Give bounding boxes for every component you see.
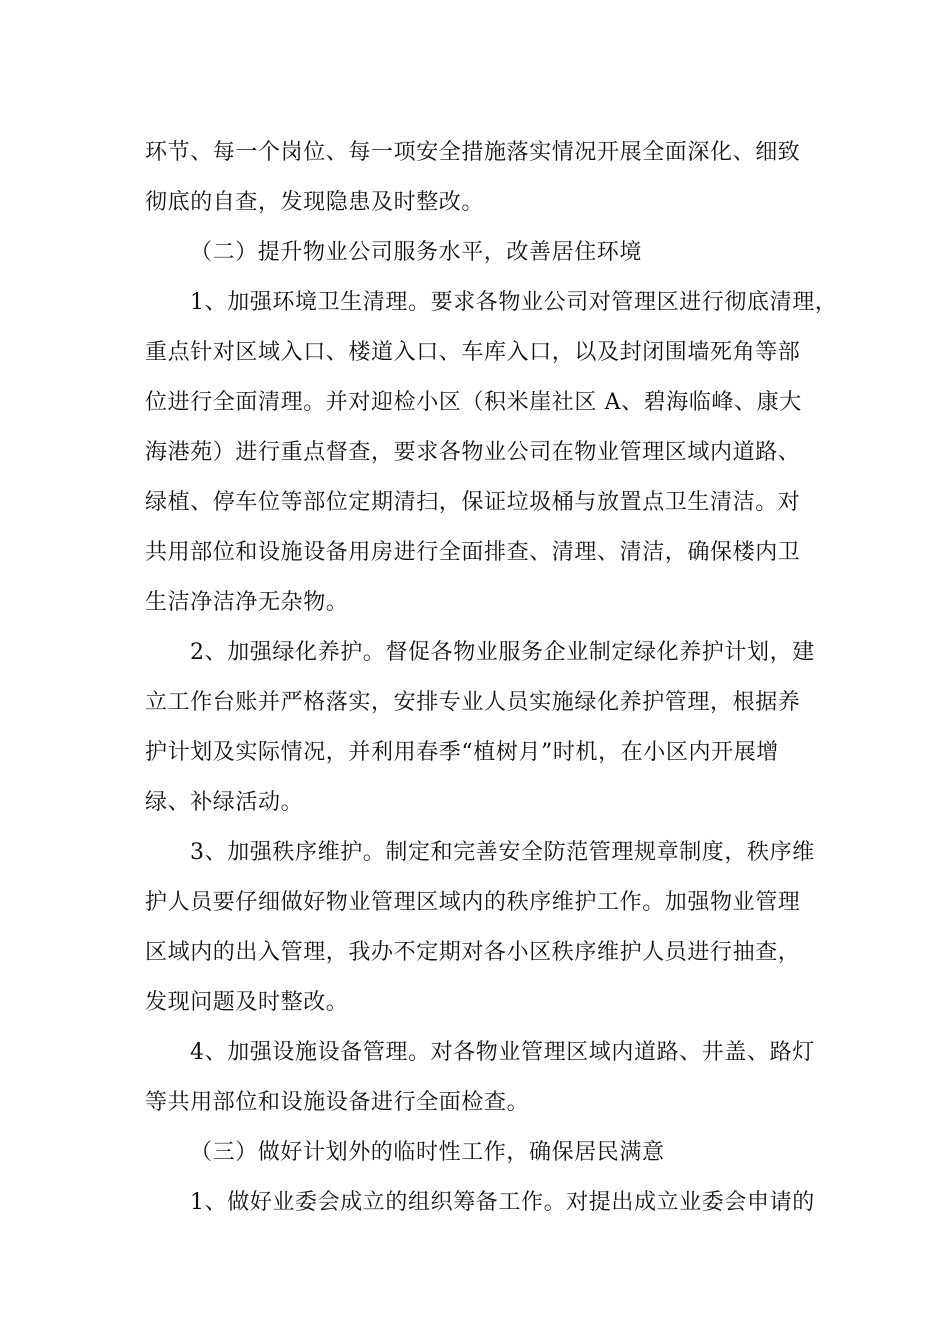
paragraph-line: 等共用部位和设施设备进行全面检查。 (145, 1090, 530, 1115)
paragraph-line: 重点针对区域入口、楼道入口、车库入口，以及封闭围墙死角等部 (145, 340, 801, 365)
paragraph-line: 共用部位和设施设备用房进行全面排查、清理、清洁，确保楼内卫 (145, 540, 801, 565)
section-heading-2: （二）提升物业公司服务水平，改善居住环境 (190, 240, 643, 265)
paragraph-line: 生洁净洁净无杂物。 (145, 590, 349, 615)
paragraph-line: 立工作台账并严格落实，安排专业人员实施绿化养护管理，根据养 (145, 690, 801, 715)
item-heading-line: 1、加强环境卫生清理。要求各物业公司对管理区进行彻底清理， (190, 290, 838, 315)
paragraph-line: 绿植、停车位等部位定期清扫，保证垃圾桶与放置点卫生清洁。对 (145, 490, 801, 515)
paragraph-line: 彻底的自查，发现隐患及时整改。 (145, 190, 485, 215)
paragraph-line: 环节、每一个岗位、每一项安全措施落实情况开展全面深化、细致 (145, 140, 801, 165)
section-heading-3: （三）做好计划外的临时性工作，确保居民满意 (190, 1140, 665, 1165)
paragraph-line: 发现问题及时整改。 (145, 990, 349, 1015)
item-heading-line: 2、加强绿化养护。督促各物业服务企业制定绿化养护计划，建 (190, 640, 815, 665)
item-heading-line: 1、做好业委会成立的组织筹备工作。对提出成立业委会申请的 (190, 1190, 815, 1215)
paragraph-line: 位进行全面清理。并对迎检小区（积米崖社区 A、碧海临峰、康大 (145, 390, 802, 415)
paragraph-line: 护计划及实际情况，并利用春季“植树月”时机，在小区内开展增 (145, 740, 779, 765)
paragraph-line: 绿、补绿活动。 (145, 790, 304, 815)
item-heading-line: 3、加强秩序维护。制定和完善安全防范管理规章制度，秩序维 (190, 840, 815, 865)
paragraph-line: 护人员要仔细做好物业管理区域内的秩序维护工作。加强物业管理 (145, 890, 801, 915)
paragraph-line: 海港苑）进行重点督查，要求各物业公司在物业管理区域内道路、 (145, 440, 801, 465)
item-heading-line: 4、加强设施设备管理。对各物业管理区域内道路、井盖、路灯 (190, 1040, 815, 1065)
paragraph-line: 区域内的出入管理，我办不定期对各小区秩序维护人员进行抽查， (145, 940, 801, 965)
